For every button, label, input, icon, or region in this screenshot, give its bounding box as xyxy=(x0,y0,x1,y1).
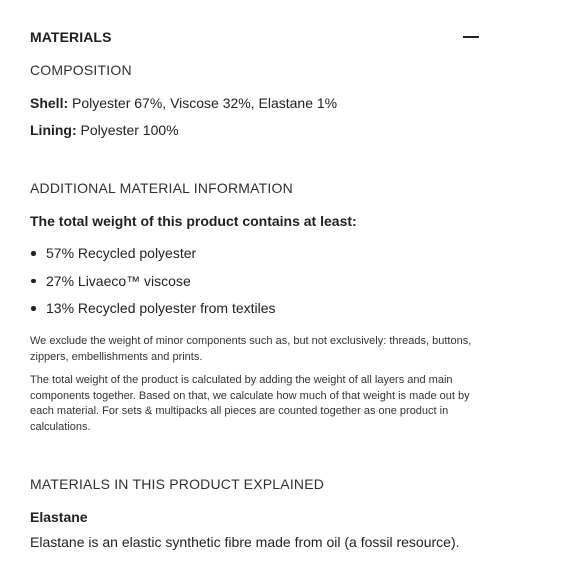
composition-label: Lining: xyxy=(30,122,77,138)
weight-list xyxy=(30,244,276,327)
explained-title: MATERIALS IN THIS PRODUCT EXPLAINED xyxy=(30,476,325,492)
additional-title: ADDITIONAL MATERIAL INFORMATION xyxy=(30,180,293,196)
material-description: Elastane is an elastic synthetic fibre made from oil (a fossil resource). xyxy=(30,534,460,550)
minus-icon xyxy=(463,36,479,38)
list-item: 13% Recycled polyester from textiles xyxy=(30,299,276,327)
accordion-title: MATERIALS xyxy=(30,29,112,45)
composition-label: Shell: xyxy=(30,95,69,111)
material-name: Elastane xyxy=(30,509,88,525)
composition-title: COMPOSITION xyxy=(30,62,132,78)
weight-note-calculation: The total weight of the product is calculated by adding the weight of all layers and main components together. Based on that, we calculate how much of that weight is made out by each material. For sets & multipacks all pieces are counted together as one product in calculations. xyxy=(30,374,470,433)
weight-note-exclusions: We exclude the weight of minor components such as, but not exclusively: threads, buttons, zippers, embellishments and prints. xyxy=(30,335,472,363)
composition-value: Polyester 67%, Viscose 32%, Elastane 1% xyxy=(72,95,338,111)
accordion-header[interactable] xyxy=(30,28,480,46)
collapse-button[interactable] xyxy=(461,28,481,46)
composition-lining xyxy=(30,121,179,139)
weight-heading: The total weight of this product contains at least: xyxy=(30,213,357,229)
composition-shell xyxy=(30,94,337,112)
list-item: 27% Livaeco™ viscose xyxy=(30,272,276,300)
composition-value: Polyester 100% xyxy=(80,122,179,138)
list-item: 57% Recycled polyester xyxy=(30,244,276,272)
